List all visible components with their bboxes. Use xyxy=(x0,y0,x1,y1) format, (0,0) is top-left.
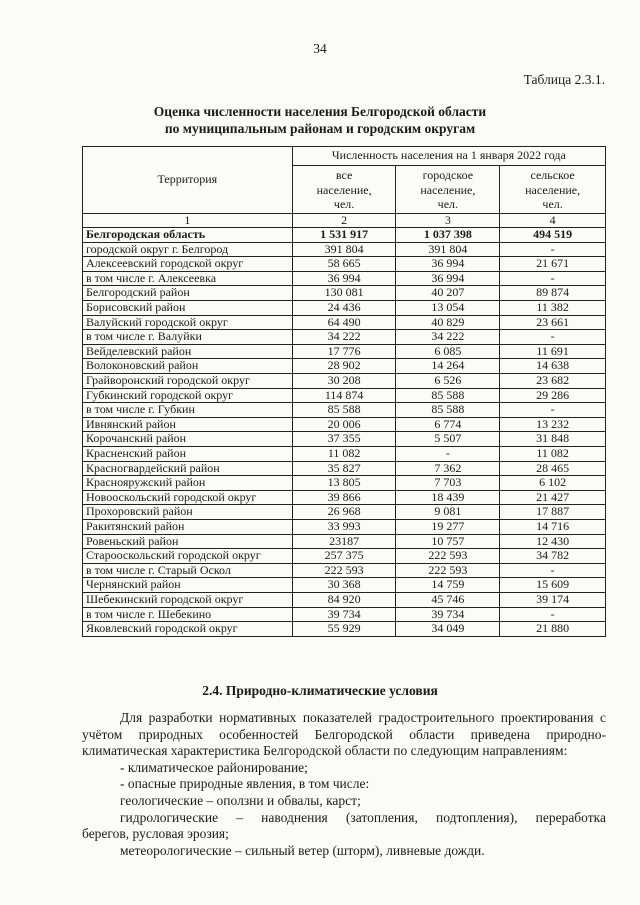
cell-territory: городской округ г. Белгород xyxy=(83,242,293,257)
cell-territory: Алексеевский городской округ xyxy=(83,257,293,272)
cell-rural: - xyxy=(500,607,606,622)
cell-rural: 21 427 xyxy=(500,490,606,505)
header-group: Численность населения на 1 января 2022 года xyxy=(292,147,605,166)
cell-urban: 14 759 xyxy=(396,578,500,593)
cell-urban: 391 804 xyxy=(396,242,500,257)
cell-urban: 85 588 xyxy=(396,403,500,418)
cell-all: 20 006 xyxy=(292,417,396,432)
column-number: 1 xyxy=(83,213,293,228)
cell-all: 39 866 xyxy=(292,490,396,505)
cell-territory: Губкинский городской округ xyxy=(83,388,293,403)
cell-urban: 40 829 xyxy=(396,315,500,330)
cell-all: 28 902 xyxy=(292,359,396,374)
cell-rural: 11 382 xyxy=(500,301,606,316)
table-row xyxy=(83,315,606,330)
cell-territory: Шебекинский городской округ xyxy=(83,592,293,607)
cell-all: 23187 xyxy=(292,534,396,549)
table-row xyxy=(83,534,606,549)
cell-all: 30 208 xyxy=(292,374,396,389)
cell-urban: 36 994 xyxy=(396,271,500,286)
cell-all: 24 436 xyxy=(292,301,396,316)
cell-rural: 13 232 xyxy=(500,417,606,432)
table-row xyxy=(83,563,606,578)
table-row xyxy=(83,447,606,462)
table-row xyxy=(83,403,606,418)
list-item-continuation: берегов, русловая эрозия; xyxy=(82,826,229,842)
column-number-row xyxy=(83,213,606,228)
list-item: - опасные природные явления, в том числе: xyxy=(120,776,370,792)
cell-urban: 36 994 xyxy=(396,257,500,272)
cell-territory: Чернянский район xyxy=(83,578,293,593)
cell-territory: в том числе г. Губкин xyxy=(83,403,293,418)
cell-rural: 11 082 xyxy=(500,447,606,462)
cell-territory: в том числе г. Алексеевка xyxy=(83,271,293,286)
cell-rural: 17 887 xyxy=(500,505,606,520)
cell-all: 391 804 xyxy=(292,242,396,257)
cell-urban: 1 037 398 xyxy=(396,228,500,243)
cell-urban: 40 207 xyxy=(396,286,500,301)
table-row xyxy=(83,461,606,476)
cell-rural: 29 286 xyxy=(500,388,606,403)
cell-territory: Волоконовский район xyxy=(83,359,293,374)
cell-all: 222 593 xyxy=(292,563,396,578)
header-all-line-2: население, xyxy=(316,182,372,197)
cell-territory: Грайворонский городской округ xyxy=(83,374,293,389)
cell-rural: 23 682 xyxy=(500,374,606,389)
table-title-line-1: Оценка численности населения Белгородской области xyxy=(153,104,487,119)
cell-territory: Валуйский городской округ xyxy=(83,315,293,330)
column-number: 2 xyxy=(292,213,396,228)
table-row xyxy=(83,622,606,637)
cell-urban: 34 222 xyxy=(396,330,500,345)
cell-all: 257 375 xyxy=(292,549,396,564)
cell-all: 84 920 xyxy=(292,592,396,607)
table-row xyxy=(83,592,606,607)
header-rural-line-2: население, xyxy=(525,182,581,197)
column-number: 4 xyxy=(500,213,606,228)
intro-paragraph: Для разработки нормативных показателей градостроительного проектирования с учётом природных особенностей Белгородской области приведена природно-климатическая характеристика Белгородской области по следующим направлениям: xyxy=(82,710,606,759)
cell-urban: 6 526 xyxy=(396,374,500,389)
cell-rural: 34 782 xyxy=(500,549,606,564)
cell-all: 34 222 xyxy=(292,330,396,345)
cell-rural: 89 874 xyxy=(500,286,606,301)
header-all-line-1: все xyxy=(335,168,353,182)
cell-territory: Ивнянский район xyxy=(83,417,293,432)
cell-territory: Новооскольский городской округ xyxy=(83,490,293,505)
cell-urban: 10 757 xyxy=(396,534,500,549)
table-row xyxy=(83,359,606,374)
section-body xyxy=(82,710,606,859)
table-row xyxy=(83,330,606,345)
cell-all: 1 531 917 xyxy=(292,228,396,243)
table-row xyxy=(83,271,606,286)
cell-all: 36 994 xyxy=(292,271,396,286)
cell-all: 114 874 xyxy=(292,388,396,403)
cell-all: 30 368 xyxy=(292,578,396,593)
table-row xyxy=(83,417,606,432)
table-row xyxy=(83,228,606,243)
table-row xyxy=(83,519,606,534)
cell-territory: Белгородский район xyxy=(83,286,293,301)
cell-rural: 23 661 xyxy=(500,315,606,330)
cell-urban: 34 049 xyxy=(396,622,500,637)
cell-territory: в том числе г. Старый Оскол xyxy=(83,563,293,578)
table-row xyxy=(83,388,606,403)
list-item: - климатическое районирование; xyxy=(120,759,308,775)
list-item: метеорологические – сильный ветер (шторм), ливневые дожди. xyxy=(120,842,485,858)
cell-urban: 18 439 xyxy=(396,490,500,505)
cell-all: 85 588 xyxy=(292,403,396,418)
cell-territory: Ровеньский район xyxy=(83,534,293,549)
cell-rural: 14 716 xyxy=(500,519,606,534)
cell-urban: 6 085 xyxy=(396,344,500,359)
header-all-population xyxy=(292,166,396,214)
cell-rural: - xyxy=(500,271,606,286)
cell-rural: 28 465 xyxy=(500,461,606,476)
header-urban-population xyxy=(396,166,500,214)
cell-rural: 21 671 xyxy=(500,257,606,272)
cell-rural: - xyxy=(500,403,606,418)
cell-territory: Ракитянский район xyxy=(83,519,293,534)
cell-urban: 7 362 xyxy=(396,461,500,476)
cell-all: 55 929 xyxy=(292,622,396,637)
cell-all: 64 490 xyxy=(292,315,396,330)
cell-all: 130 081 xyxy=(292,286,396,301)
cell-territory: в том числе г. Валуйки xyxy=(83,330,293,345)
header-all-line-3: чел. xyxy=(333,197,355,211)
table-row xyxy=(83,286,606,301)
cell-urban: 13 054 xyxy=(396,301,500,316)
cell-urban: 9 081 xyxy=(396,505,500,520)
table-row xyxy=(83,432,606,447)
table-row xyxy=(83,578,606,593)
cell-urban: 85 588 xyxy=(396,388,500,403)
cell-urban: 222 593 xyxy=(396,563,500,578)
cell-territory: Красненский район xyxy=(83,447,293,462)
table-row xyxy=(83,257,606,272)
table-row xyxy=(83,242,606,257)
cell-all: 39 734 xyxy=(292,607,396,622)
cell-all: 37 355 xyxy=(292,432,396,447)
cell-urban: 39 734 xyxy=(396,607,500,622)
cell-rural: 15 609 xyxy=(500,578,606,593)
list-item: геологические – оползни и обвалы, карст; xyxy=(120,792,361,808)
cell-urban: 14 264 xyxy=(396,359,500,374)
cell-rural: 39 174 xyxy=(500,592,606,607)
cell-urban: 7 703 xyxy=(396,476,500,491)
cell-territory: Борисовский район xyxy=(83,301,293,316)
header-urban-line-1: городское xyxy=(422,168,474,182)
table-row xyxy=(83,476,606,491)
table-title xyxy=(0,103,640,137)
section-heading: 2.4. Природно-климатические условия xyxy=(202,683,438,698)
cell-all: 35 827 xyxy=(292,461,396,476)
cell-urban: 5 507 xyxy=(396,432,500,447)
cell-territory: Прохоровский район xyxy=(83,505,293,520)
cell-urban: 45 746 xyxy=(396,592,500,607)
cell-all: 11 082 xyxy=(292,447,396,462)
header-rural-population xyxy=(500,166,606,214)
cell-rural: 12 430 xyxy=(500,534,606,549)
table-body xyxy=(83,228,606,637)
header-territory: Территория xyxy=(83,147,293,214)
header-rural-line-3: чел. xyxy=(542,197,563,211)
table-title-line-2: по муниципальным районам и городским округам xyxy=(164,121,476,136)
cell-all: 17 776 xyxy=(292,344,396,359)
table-row xyxy=(83,374,606,389)
cell-rural: 14 638 xyxy=(500,359,606,374)
table-row xyxy=(83,549,606,564)
cell-rural: - xyxy=(500,563,606,578)
table-row xyxy=(83,344,606,359)
cell-all: 13 805 xyxy=(292,476,396,491)
cell-all: 33 993 xyxy=(292,519,396,534)
column-number: 3 xyxy=(396,213,500,228)
population-table xyxy=(82,146,606,637)
cell-territory: Старооскольский городской округ xyxy=(83,549,293,564)
cell-urban: - xyxy=(396,447,500,462)
table-label: Таблица 2.3.1. xyxy=(523,72,605,87)
header-urban-line-2: население, xyxy=(420,182,476,197)
page-number: 34 xyxy=(313,41,327,56)
cell-territory: Белгородская область xyxy=(83,228,293,243)
cell-rural: 494 519 xyxy=(500,228,606,243)
cell-territory: в том числе г. Шебекино xyxy=(83,607,293,622)
cell-rural: 21 880 xyxy=(500,622,606,637)
cell-rural: - xyxy=(500,330,606,345)
cell-rural: 11 691 xyxy=(500,344,606,359)
cell-territory: Краснояружский район xyxy=(83,476,293,491)
table-row xyxy=(83,490,606,505)
cell-all: 26 968 xyxy=(292,505,396,520)
cell-rural: 6 102 xyxy=(500,476,606,491)
table-row xyxy=(83,607,606,622)
cell-territory: Яковлевский городской округ xyxy=(83,622,293,637)
list-item: гидрологические – наводнения (затопления, подтопления), переработка xyxy=(120,809,606,825)
cell-territory: Красногвардейский район xyxy=(83,461,293,476)
cell-rural: - xyxy=(500,242,606,257)
cell-urban: 19 277 xyxy=(396,519,500,534)
table-row xyxy=(83,505,606,520)
cell-urban: 6 774 xyxy=(396,417,500,432)
table-row xyxy=(83,301,606,316)
cell-all: 58 665 xyxy=(292,257,396,272)
header-urban-line-3: чел. xyxy=(437,197,459,211)
cell-territory: Вейделевский район xyxy=(83,344,293,359)
cell-rural: 31 848 xyxy=(500,432,606,447)
cell-urban: 222 593 xyxy=(396,549,500,564)
cell-territory: Корочанский район xyxy=(83,432,293,447)
header-rural-line-1: сельское xyxy=(530,168,575,182)
